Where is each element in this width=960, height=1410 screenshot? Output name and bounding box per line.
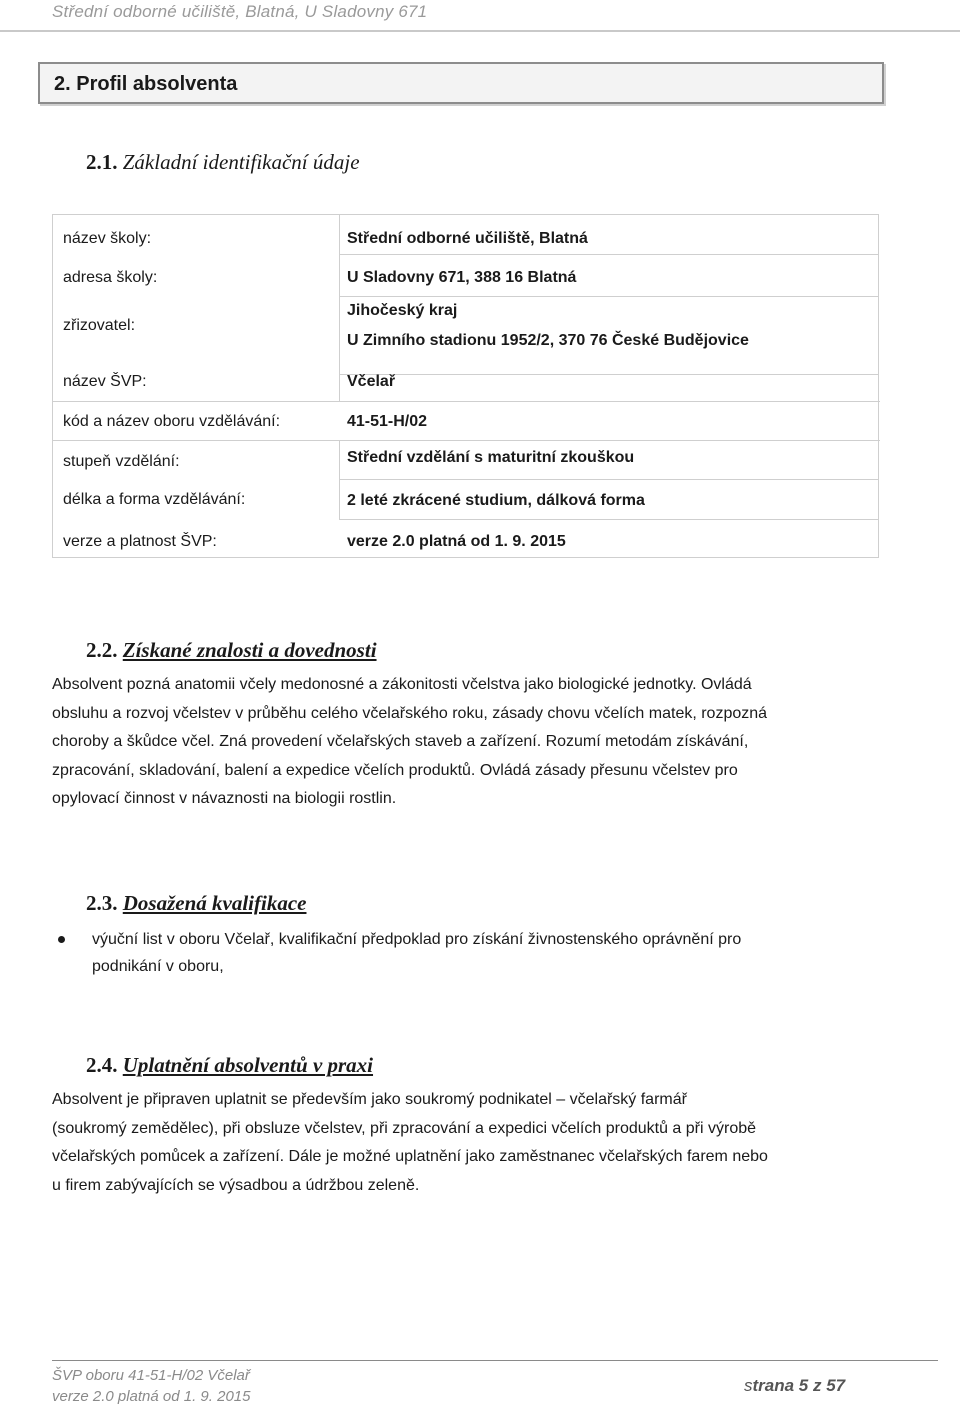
field-code-value: 41-51-H/02 — [347, 413, 428, 430]
page-number-text: trana 5 z 57 — [752, 1376, 846, 1395]
knowledge-paragraph — [52, 671, 877, 814]
founder-value-line-1: Jihočeský kraj — [347, 302, 458, 319]
paragraph-line: zpracování, skladování, balení a expedice včelích produktů. Ovládá zásady přesunu včelstev pro — [52, 761, 738, 779]
section-title: Dosažená kvalifikace — [122, 891, 307, 915]
chapter-title: 2. Profil absolventa — [54, 73, 238, 95]
section-title: Základní identifikační údaje — [122, 150, 360, 174]
paragraph-line: choroby a škůdce včel. Zná provedení včelařských staveb a zařízení. Rozumí metodám získávání, — [52, 733, 749, 750]
page-number — [744, 1376, 845, 1396]
section-number: 2.4. — [86, 1053, 118, 1077]
section-number: 2.3. — [86, 891, 118, 915]
section-heading-2-2 — [86, 638, 377, 663]
version-label: verze a platnost ŠVP: — [63, 533, 217, 550]
address-label: adresa školy: — [63, 269, 158, 286]
bullet-icon — [58, 936, 65, 943]
paragraph-line: (soukromý zemědělec), při obsluze včelstev, při zpracování a expedici včelích produktů a při výrobě — [52, 1119, 757, 1137]
section-number: 2.2. — [86, 638, 118, 662]
list-item-line: podnikání v oboru, — [92, 958, 224, 975]
field-code-label: kód a název oboru vzdělávání: — [63, 413, 281, 430]
paragraph-line: obsluhu a rozvoj včelstev v průběhu celého včelařského roku, zásady chovu včelích matek, rozpozná — [52, 704, 768, 722]
chapter-heading-box — [38, 62, 884, 104]
paragraph-line: Absolvent je připraven uplatnit se především jako soukromý podnikatel – včelařský farmář — [52, 1091, 687, 1108]
study-duration-value: 2 leté zkrácené studium, dálková forma — [347, 492, 645, 509]
footer-document-info — [52, 1365, 250, 1407]
page-number-prefix: s — [744, 1376, 753, 1395]
paragraph-line: u firem zabývajících se výsadbou a údržbou zeleně. — [52, 1176, 420, 1194]
svp-name-value: Včelař — [347, 373, 396, 390]
section-heading-2-3 — [86, 891, 306, 916]
paragraph-line: Absolvent pozná anatomii včely medonosné a zákonitosti včelstva jako biologické jednotky. Ovládá — [52, 676, 752, 693]
qualification-item — [92, 926, 878, 980]
list-item-line: výuční list v oboru Včelař, kvalifikační předpoklad pro získání živnostenského oprávnění pro — [92, 931, 742, 948]
section-title: Uplatnění absolventů v praxi — [122, 1053, 374, 1077]
paragraph-line: včelařských pomůcek a zařízení. Dále je možné uplatnění jako zaměstnanec včelařských farem nebo — [52, 1148, 768, 1165]
founder-value-line-2: U Zimního stadionu 1952/2, 370 76 České Budějovice — [347, 332, 749, 349]
header-divider — [0, 30, 960, 32]
section-title: Získané znalosti a dovednosti — [122, 638, 377, 662]
school-name-value: Střední odborné učiliště, Blatná — [347, 230, 588, 247]
section-heading-2-4 — [86, 1053, 373, 1078]
footer-divider — [52, 1360, 938, 1361]
education-level-value: Střední vzdělání s maturitní zkouškou — [347, 449, 635, 466]
version-value: verze 2.0 platná od 1. 9. 2015 — [347, 533, 566, 550]
employment-paragraph — [52, 1086, 877, 1200]
founder-label: zřizovatel: — [63, 317, 136, 334]
address-value: U Sladovny 671, 388 16 Blatná — [347, 269, 577, 286]
paragraph-line: opylovací činnost v návaznosti na biologii rostlin. — [52, 790, 397, 807]
education-level-label: stupeň vzdělání: — [63, 453, 180, 470]
svp-name-label: název ŠVP: — [63, 373, 147, 390]
table-divider — [53, 401, 880, 402]
footer-version: verze 2.0 platná od 1. 9. 2015 — [52, 1388, 251, 1405]
section-heading-2-1 — [86, 150, 360, 175]
table-cell — [339, 375, 879, 401]
school-name-label: název školy: — [63, 230, 152, 247]
running-header: Střední odborné učiliště, Blatná, U Sladovny 671 — [52, 2, 428, 21]
study-duration-label: délka a forma vzdělávání: — [63, 491, 246, 508]
footer-svp-name: ŠVP oboru 41-51-H/02 Včelař — [52, 1367, 250, 1384]
section-number: 2.1. — [86, 150, 118, 174]
identification-table — [52, 214, 879, 558]
